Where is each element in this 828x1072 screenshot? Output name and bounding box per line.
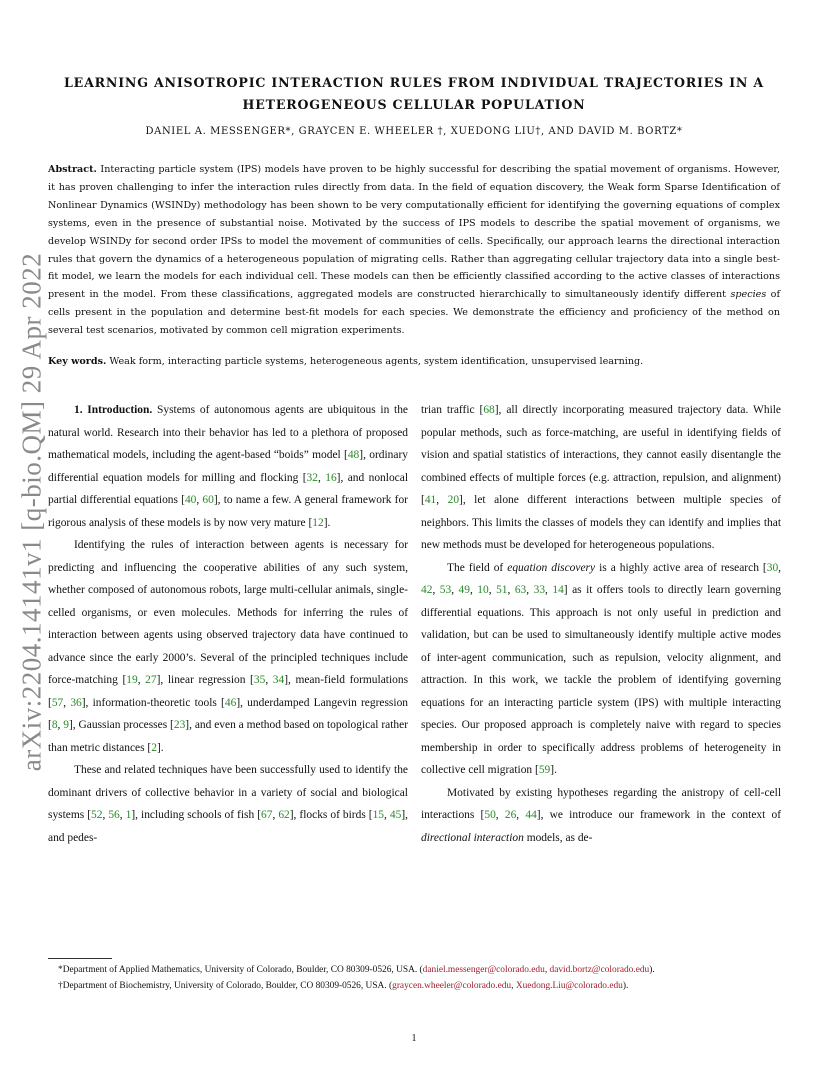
page-number: 1 [411, 1033, 417, 1044]
text: ]. [550, 764, 557, 776]
text: Identifying the rules of interaction between agents is necessary for predicting and influencing the cooperative abilities of any such system, whether composed of autonomous robots, large multi-cellular animals, single-celled organisms, or even molecules. Methods for inferring the rules of interaction between agents using observed trajectory data have continued to advance since the early 2000’s. Several of the principled techniques include force-matching [ [48, 539, 408, 686]
intro-paragraph-3: These and related techniques have been successfully used to identify the dominant drivers of collective behavior in a variety of social and biological systems [52, 56, 1], including schools of fish [67, 62], flocks of birds [15, 45], and pedes- [48, 764, 408, 844]
text: ], let alone different interactions between multiple species of neighbors. This limits the classes of models they can identify and implies that new methods must be developed for heterogeneous populations. [421, 494, 782, 551]
text: ], and pedes- [48, 809, 408, 844]
citation-link[interactable]: 51 [496, 584, 508, 596]
text: ], underdamped Langevin regression [ [48, 696, 409, 731]
text: trian traffic [ [421, 404, 484, 416]
text: is a highly active area of research [ [599, 561, 767, 574]
footnote-rule [48, 958, 112, 959]
citation-link[interactable]: 49 [458, 584, 470, 596]
email-link[interactable]: graycen.wheeler@colorado.edu [392, 981, 512, 992]
citation-link[interactable]: 62 [278, 809, 290, 821]
email-link[interactable]: david.bortz@colorado.edu [549, 965, 650, 975]
arxiv-stamp-text: arXiv:2204.14141v1 [q-bio.QM] 29 Apr 2022 [16, 252, 47, 772]
text: †Department of Biochemistry, University of Colorado, Boulder, CO 80309-0526, USA. ( [58, 981, 393, 992]
title-line-2: HETEROGENEOUS CELLULAR POPULATION [242, 97, 586, 112]
keywords [48, 354, 780, 370]
text: ], and nonlocal partial differential equations [ [48, 471, 408, 506]
citation-link[interactable]: 19 [126, 674, 138, 686]
text: ], Gaussian processes [ [68, 719, 174, 731]
citation-link[interactable]: 57 [51, 696, 64, 709]
citation-link[interactable]: 59 [538, 764, 551, 776]
text: ], linear regression [ [156, 674, 254, 686]
text: ]. [323, 516, 331, 529]
citation-link[interactable]: 67 [261, 809, 273, 821]
text: , [511, 981, 514, 992]
citation-link[interactable]: 32 [306, 471, 318, 484]
citation-link[interactable]: 20 [447, 494, 460, 506]
email-link[interactable]: Xuedong.Liu@colorado.edu [515, 981, 623, 992]
text: models, as de- [526, 831, 593, 844]
section-heading: 1. Introduction. [74, 404, 153, 416]
citation-link[interactable]: 52 [91, 809, 103, 821]
intro-paragraph-1: 1. Introduction. Systems of autonomous agents are ubiquitous in the natural world. Research into their behavior has led to a plethora of proposed mathematical models, including the agent-based “boids” model [48], ordinary differential equation models for milling and flocking [32, 16], and nonlocal partial differential equations [40, 60], to name a few. A general framework for rigorous analysis of these models is by now very mature [12]. [48, 404, 409, 529]
left-column [48, 399, 408, 849]
text: ). [649, 965, 655, 975]
citation-link[interactable]: 56 [108, 809, 120, 821]
text: ], all directly incorporating measured trajectory data. While popular methods, such as force-matching, are useful in identifying fields of vision and spatial statistics of interactions, they cannot easily disentangle the combined effects of multiple forces (e.g. attraction, repulsion, and alignment) [ [421, 404, 782, 506]
citation-link[interactable]: 1 [125, 809, 132, 821]
text: ]. [156, 741, 164, 754]
citation-link[interactable]: 26 [504, 809, 517, 821]
footnotes [48, 962, 780, 995]
citation-link[interactable]: 42 [421, 584, 433, 596]
text: ], we introduce our framework in the context of [536, 809, 782, 821]
text: ], flocks of birds [ [289, 809, 373, 821]
citation-link[interactable]: 46 [224, 696, 237, 709]
email-link[interactable]: daniel.messenger@colorado.edu [422, 965, 545, 975]
text: ] as it offers tools to directly learn governing differential equations. This approach is not only useful in prediction and validation, but can be used to simultaneously identify multiple active modes of inter-agent communication, such as repulsion, velocity alignment, and attraction. In this work, we tackle the problem of identifying governing equations for an interacting particle system (IPS) with multiple interacting species. Our proposed approach is completely naive with regard to species membership in order to specifically address problems of heterogeneity in collective cell migration [ [421, 584, 782, 776]
text: , [544, 965, 548, 975]
text: ], to name a few. A general framework for rigorous analysis of these models is by now very mature [ [48, 494, 408, 529]
footnote-1 [48, 962, 780, 978]
emphasis: equation discovery [507, 561, 596, 574]
text: ], ordinary differential equation models for milling and flocking [ [48, 449, 408, 484]
citation-link[interactable]: 48 [347, 449, 360, 461]
abstract [48, 161, 780, 340]
text: The field of [447, 561, 504, 574]
citation-link[interactable]: 33 [533, 584, 546, 596]
text: Motivated by existing hypotheses regarding the anistropy of cell-cell interactions [ [421, 786, 781, 821]
citation-link[interactable]: 2 [151, 741, 157, 754]
citation-link[interactable]: 16 [325, 471, 337, 484]
citation-link[interactable]: 12 [312, 516, 324, 529]
citation-link[interactable]: 40 [184, 494, 197, 506]
citation-link[interactable]: 60 [202, 494, 214, 506]
citation-link[interactable]: 27 [145, 674, 157, 686]
text: *Department of Applied Mathematics, University of Colorado, Boulder, CO 80309-0526, USA. ( [58, 965, 423, 975]
author-list: DANIEL A. MESSENGER*, GRAYCEN E. WHEELER †, XUEDONG LIU†, AND DAVID M. BORTZ* [145, 126, 683, 137]
citation-link[interactable]: 45 [389, 809, 402, 821]
citation-link[interactable]: 8 [51, 719, 58, 731]
citation-link[interactable]: 50 [484, 809, 496, 821]
text: ], and even a method based on topological rather than metric distances [ [48, 719, 408, 754]
citation-link[interactable]: 15 [372, 809, 385, 821]
citation-link[interactable]: 63 [514, 584, 527, 596]
abstract-text-end: of cells present in the population and determine best-fit models for each species. We demonstrate the efficiency and proficiency of the method on several test scenarios, motivated by common cell migration experiments. [48, 289, 780, 337]
citation-link[interactable]: 35 [253, 674, 266, 686]
title-line-1: LEARNING ANISOTROPIC INTERACTION RULES FROM INDIVIDUAL TRAJECTORIES IN A [64, 75, 764, 90]
keywords-text: Weak form, interacting particle systems, heterogeneous agents, system identification, unsupervised learning. [109, 356, 644, 367]
citation-link[interactable]: 10 [477, 584, 489, 596]
abstract-emphasis: species [730, 289, 767, 301]
citation-link[interactable]: 36 [70, 696, 82, 709]
intro-paragraph-3-continued: trian traffic [68], all directly incorporating measured trajectory data. While popular methods, such as force-matching, are useful in identifying fields of vision and spatial statistics of interactions, they cannot easily disentangle the combined effects of multiple forces (e.g. attraction, repulsion, and alignment) [41, 20], let alone different interactions between multiple species of neighbors. This limits the classes of models they can identify and implies that new methods must be developed for heterogeneous populations. [421, 404, 782, 551]
citation-link[interactable]: 30 [766, 561, 779, 574]
intro-paragraph-5: Motivated by existing hypotheses regarding the anistropy of cell-cell interactions [50, 26, 44], we introduce our framework in the context of directional interaction models, as de- [421, 786, 782, 844]
footnote-2 [48, 978, 780, 994]
text: ). [622, 981, 629, 992]
text: These and related techniques have been successfully used to identify the dominant drivers of collective behavior in a variety of social and biological systems [ [48, 764, 408, 821]
citation-link[interactable]: 23 [173, 719, 186, 731]
paper-title [60, 72, 768, 116]
emphasis: directional interaction [421, 831, 524, 844]
text: Systems of autonomous agents are ubiquitous in the natural world. Research into their behavior has led to a plethora of proposed mathematical models, including the agent-based “boids” model [ [48, 404, 409, 461]
text: ], mean-field formulations [ [48, 674, 409, 709]
abstract-label: Abstract. [48, 164, 97, 175]
keywords-label: Key words. [48, 356, 107, 367]
intro-paragraph-4: The field of equation discovery is a highly active area of research [30, 42, 53, 49, 10, 51, 63, 33, 14] as it offers tools to directly learn governing differential equations. This approach is not only useful in prediction and validation, but can be used to simultaneously identify multiple active modes of inter-agent communication, such as repulsion, velocity alignment, and attraction. In this work, we tackle the problem of identifying governing equations for an interacting particle system (IPS) with multiple interacting species. Our proposed approach is completely naive with regard to species membership in order to specifically address problems of heterogeneity in collective cell migration [59]. [421, 561, 782, 776]
citation-link[interactable]: 44 [525, 809, 537, 821]
text: ], including schools of fish [ [131, 809, 262, 821]
text: ], information-theoretic tools [ [81, 696, 225, 709]
intro-paragraph-2: Identifying the rules of interaction between agents is necessary for predicting and influencing the cooperative abilities of any such system, whether composed of autonomous robots, large multi-cellular animals, single-celled organisms, or even molecules. Methods for inferring the rules of interaction between agents using observed trajectory data have continued to advance since the early 2000’s. Several of the principled techniques include force-matching [19, 27], linear regression [35, 34], mean-field formulations [57, 36], information-theoretic tools [46], underdamped Langevin regression [8, 9], Gaussian processes [23], and even a method based on topological rather than metric distances [2]. [48, 539, 409, 754]
citation-link[interactable]: 14 [552, 584, 564, 596]
citation-link[interactable]: 53 [439, 584, 452, 596]
citation-link[interactable]: 9 [63, 719, 69, 731]
abstract-text: Interacting particle system (IPS) models have proven to be highly successful for describing the spatial movement of organisms. However, it has proven challenging to infer the interaction rules directly from data. In the field of equation discovery, the Weak form Sparse Identification of Nonlinear Dynamics (WSINDy) methodology has been shown to be very computationally efficient for identifying the governing equations of complex systems, even in the presence of substantial noise. Motivated by the success of IPS models to describe the spatial movement of organisms, we develop WSINDy for second order IPSs to model the movement of communities of cells. Specifically, our approach learns the directional interaction rules that govern the dynamics of a heterogeneous population of migrating cells. Rather than aggregating cellular trajectory data into a single best-fit model, we learn the models for each individual cell. These models can then be efficiently classified according to the active classes of interactions present in the model. From these classifications, aggregated models are constructed hierarchically to simultaneously identify different [48, 164, 780, 301]
right-column [421, 399, 781, 849]
citation-link[interactable]: 68 [483, 404, 495, 416]
citation-link[interactable]: 34 [272, 674, 285, 686]
citation-link[interactable]: 41 [424, 494, 437, 506]
